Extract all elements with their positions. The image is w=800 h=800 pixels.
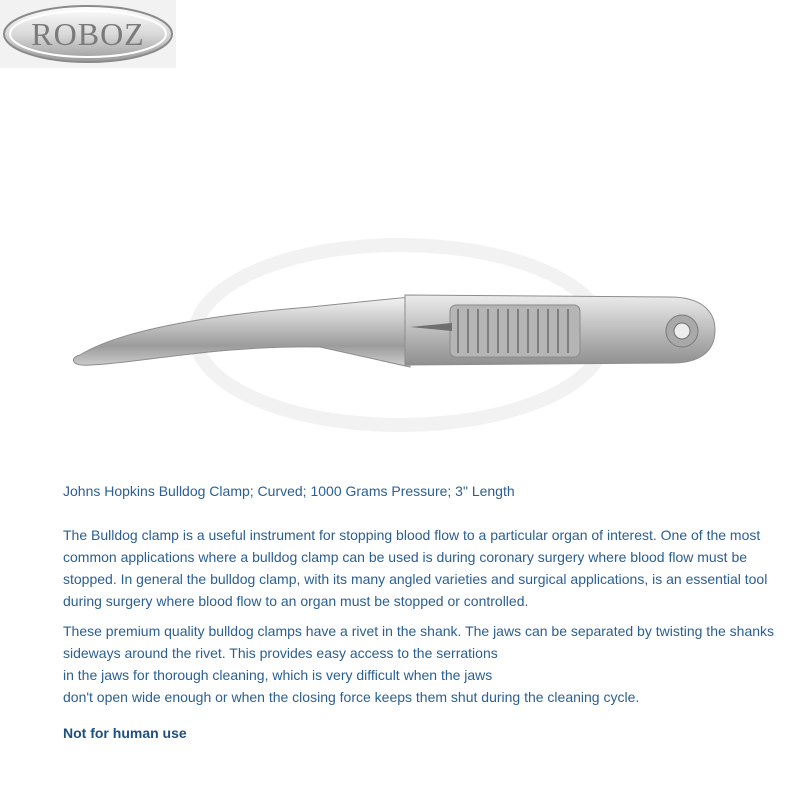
clamp-rivet <box>666 315 698 347</box>
details-line: sideways around the rivet. This provides easy access to the serrations <box>63 645 498 661</box>
product-description: The Bulldog clamp is a useful instrument for stopping blood flow to a particular organ of interest. One of the most common applications where a bulldog clamp can be used is during coronary surgery where blood flow must be stopped. In general the bulldog clamp, with its many angled varieties and surgical applications, is an essential tool during surgery where blood flow to an organ must be stopped or controlled. <box>63 527 768 609</box>
details-line: in the jaws for thorough cleaning, which is very difficult when the jaws <box>63 667 493 683</box>
logo-text: ROBOZ <box>31 16 145 52</box>
product-description-section <box>63 480 778 744</box>
product-details <box>63 620 778 708</box>
details-line: don't open wide enough or when the closing force keeps them shut during the cleaning cycle. <box>63 689 640 705</box>
clamp-serrations <box>450 305 580 357</box>
not-for-human-use-notice: Not for human use <box>63 725 187 741</box>
product-title: Johns Hopkins Bulldog Clamp; Curved; 1000 Grams Pressure; 3" Length <box>63 483 515 499</box>
roboz-logo <box>0 0 176 68</box>
clamp-jaw <box>73 297 410 367</box>
bulldog-clamp-image <box>60 235 740 435</box>
details-line: These premium quality bulldog clamps have a rivet in the shank. The jaws can be separated by twisting the shanks <box>63 623 775 639</box>
